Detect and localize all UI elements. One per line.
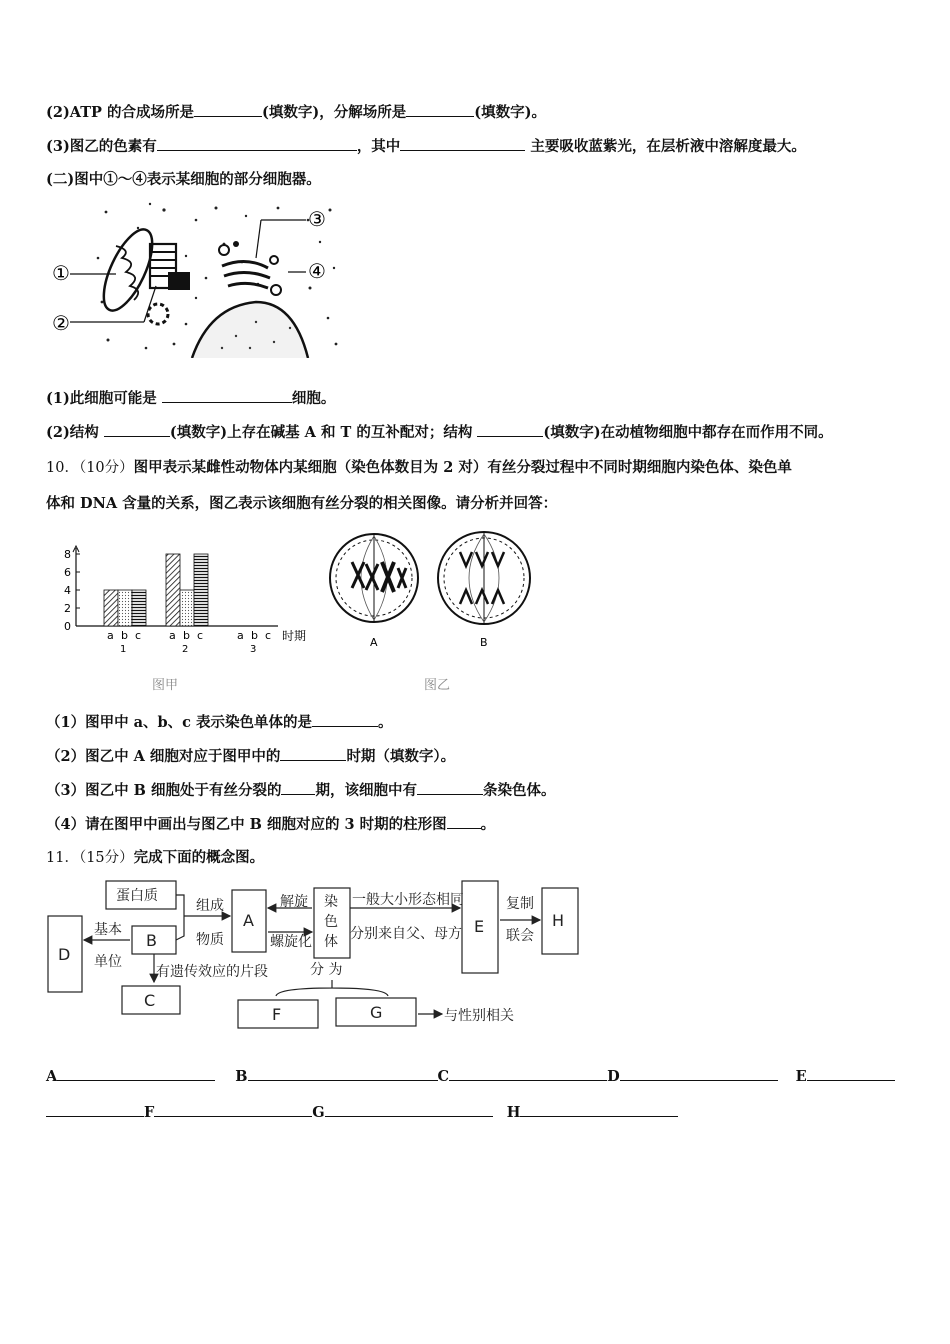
bar-a-1 bbox=[104, 590, 118, 626]
y-tick-label: 0 bbox=[64, 620, 71, 633]
q10-sub3: （3）图乙中 B 细胞处于有丝分裂的 期，该细胞中有 条染色体。 bbox=[46, 782, 556, 799]
y-tick-label: 4 bbox=[64, 584, 71, 597]
group-label: 1 bbox=[120, 644, 127, 655]
answer-blank-a[interactable] bbox=[57, 1066, 215, 1081]
box-e-text: E bbox=[474, 917, 485, 936]
bar-letter: c bbox=[197, 629, 204, 642]
bar-letter: c bbox=[265, 629, 272, 642]
label-4: ④ bbox=[308, 259, 326, 283]
label-1: ① bbox=[52, 261, 70, 285]
cell-division-figure bbox=[326, 528, 536, 652]
chromosome-text-1: 染 bbox=[324, 894, 338, 910]
answer-blank[interactable] bbox=[280, 746, 346, 761]
box-d-text: D bbox=[58, 945, 71, 964]
question-structure-line: (2)结构 (填数字)上存在碱基 A 和 T 的互补配对；结构 (填数字)在动植物细胞中都存在而作用不同。 bbox=[46, 424, 833, 441]
label-3: ③ bbox=[308, 207, 326, 231]
bar-letter: b bbox=[183, 629, 190, 642]
fenbie-text: 分别来自父、母方 bbox=[350, 926, 462, 942]
y-tick-label: 6 bbox=[64, 566, 71, 579]
youyichuan-text: 有遗传效应的片段 bbox=[156, 964, 268, 980]
caption-jia: 图甲 bbox=[152, 678, 179, 693]
bar-letter: a bbox=[237, 629, 244, 642]
chromosome-text-2: 色 bbox=[324, 914, 338, 930]
cell-a bbox=[330, 534, 418, 649]
answer-blank[interactable] bbox=[157, 136, 357, 151]
bar-b-2 bbox=[180, 590, 194, 626]
protein-text: 蛋白质 bbox=[116, 888, 158, 904]
q10-stem-line2: 体和 DNA 含量的关系，图乙表示该细胞有丝分裂的相关图像。请分析并回答： bbox=[46, 495, 558, 512]
answer-blank-e[interactable] bbox=[807, 1066, 895, 1081]
group-label: 2 bbox=[182, 644, 189, 655]
chart-bars bbox=[104, 554, 208, 626]
bar-letter: a bbox=[107, 629, 114, 642]
answer-blank-c[interactable] bbox=[449, 1066, 607, 1081]
answer-blank-g[interactable] bbox=[325, 1102, 493, 1117]
danwei-text: 单位 bbox=[94, 954, 122, 970]
box-a-text: A bbox=[243, 911, 254, 930]
answer-blank[interactable] bbox=[281, 780, 315, 795]
answer-blank[interactable] bbox=[194, 102, 262, 117]
answer-blank[interactable] bbox=[104, 422, 170, 437]
wuzhi-text: 物质 bbox=[196, 932, 224, 948]
question-cell-type-line: (1)此细胞可能是 细胞。 bbox=[46, 390, 336, 407]
box-c-text: C bbox=[144, 991, 156, 1010]
answer-blank-d[interactable] bbox=[620, 1066, 778, 1081]
caption-yi: 图乙 bbox=[424, 678, 451, 693]
box-g-text: G bbox=[370, 1003, 383, 1022]
cell-a-label: A bbox=[370, 636, 378, 649]
luoxuanhua-text: 螺旋化 bbox=[270, 934, 312, 950]
bar-c-2 bbox=[194, 554, 208, 626]
jiexuan-text: 解旋 bbox=[280, 894, 308, 910]
answers-line-2: F G H bbox=[46, 1102, 678, 1123]
q10-sub1: （1）图甲中 a、b、c 表示染色单体的是 。 bbox=[46, 714, 393, 731]
bar-b-1 bbox=[118, 590, 132, 626]
fuzhi-text: 复制 bbox=[506, 896, 534, 912]
bar-letter: a bbox=[169, 629, 176, 642]
y-tick-label: 8 bbox=[64, 548, 71, 561]
answers-line-1: A B C D E bbox=[46, 1066, 895, 1087]
q11-stem: 11．（15分）完成下面的概念图。 bbox=[46, 849, 265, 866]
bar-letter: b bbox=[121, 629, 128, 642]
answer-blank[interactable] bbox=[417, 780, 483, 795]
lianhui-text: 联会 bbox=[506, 928, 534, 944]
bar-a-2 bbox=[166, 554, 180, 626]
box-h-text: H bbox=[552, 911, 565, 930]
chromosome-text-3: 体 bbox=[324, 934, 338, 950]
cell-b bbox=[438, 532, 530, 649]
fenwei-text: 分 为 bbox=[310, 962, 343, 978]
q10-sub2: （2）图乙中 A 细胞对应于图甲中的 时期（填数字）。 bbox=[46, 748, 456, 765]
answer-blank[interactable] bbox=[406, 102, 474, 117]
jiben-text: 基本 bbox=[94, 922, 122, 938]
answer-blank[interactable] bbox=[447, 814, 481, 829]
cell-organelle-figure bbox=[46, 198, 346, 358]
x-axis-label: 时期 bbox=[282, 629, 307, 643]
q10-sub4: （4）请在图甲中画出与图乙中 B 细胞对应的 3 时期的柱形图 。 bbox=[46, 816, 496, 833]
bar-c-1 bbox=[132, 590, 146, 626]
answer-blank[interactable] bbox=[162, 388, 292, 403]
answer-blank-e-cont[interactable] bbox=[46, 1102, 144, 1117]
label-2: ② bbox=[52, 311, 70, 335]
answer-blank-b[interactable] bbox=[248, 1066, 438, 1081]
answer-blank-f[interactable] bbox=[154, 1102, 312, 1117]
bar-letter: c bbox=[135, 629, 142, 642]
answer-blank-h[interactable] bbox=[520, 1102, 678, 1117]
zucheng-text: 组成 bbox=[196, 898, 224, 914]
box-b-text: B bbox=[146, 931, 157, 950]
q10-stem-line1: 10．（10分）图甲表示某雌性动物体内某细胞（染色体数目为 2 对）有丝分裂过程中不同时期细胞内染色体、染色单 bbox=[46, 459, 792, 476]
answer-blank[interactable] bbox=[477, 422, 543, 437]
part2-heading: (二)图中①～④表示某细胞的部分细胞器。 bbox=[46, 171, 321, 188]
xingbie-text: 与性别相关 bbox=[444, 1008, 514, 1024]
y-tick-label: 2 bbox=[64, 602, 71, 615]
chart-jia bbox=[46, 540, 336, 660]
question-atp-line: (2)ATP 的合成场所是 (填数字)，分解场所是 (填数字)。 bbox=[46, 104, 546, 121]
yiban-text: 一般大小形态相同 bbox=[352, 892, 464, 908]
cell-b-label: B bbox=[480, 636, 488, 649]
answer-blank[interactable] bbox=[400, 136, 525, 151]
box-f-text: F bbox=[272, 1005, 282, 1024]
concept-map bbox=[46, 878, 586, 1038]
bar-letter: b bbox=[251, 629, 258, 642]
question-pigment-line: (3)图乙的色素有 ，其中 主要吸收蓝紫光，在层析液中溶解度最大。 bbox=[46, 138, 806, 155]
answer-blank[interactable] bbox=[312, 712, 378, 727]
group-label: 3 bbox=[250, 644, 257, 655]
